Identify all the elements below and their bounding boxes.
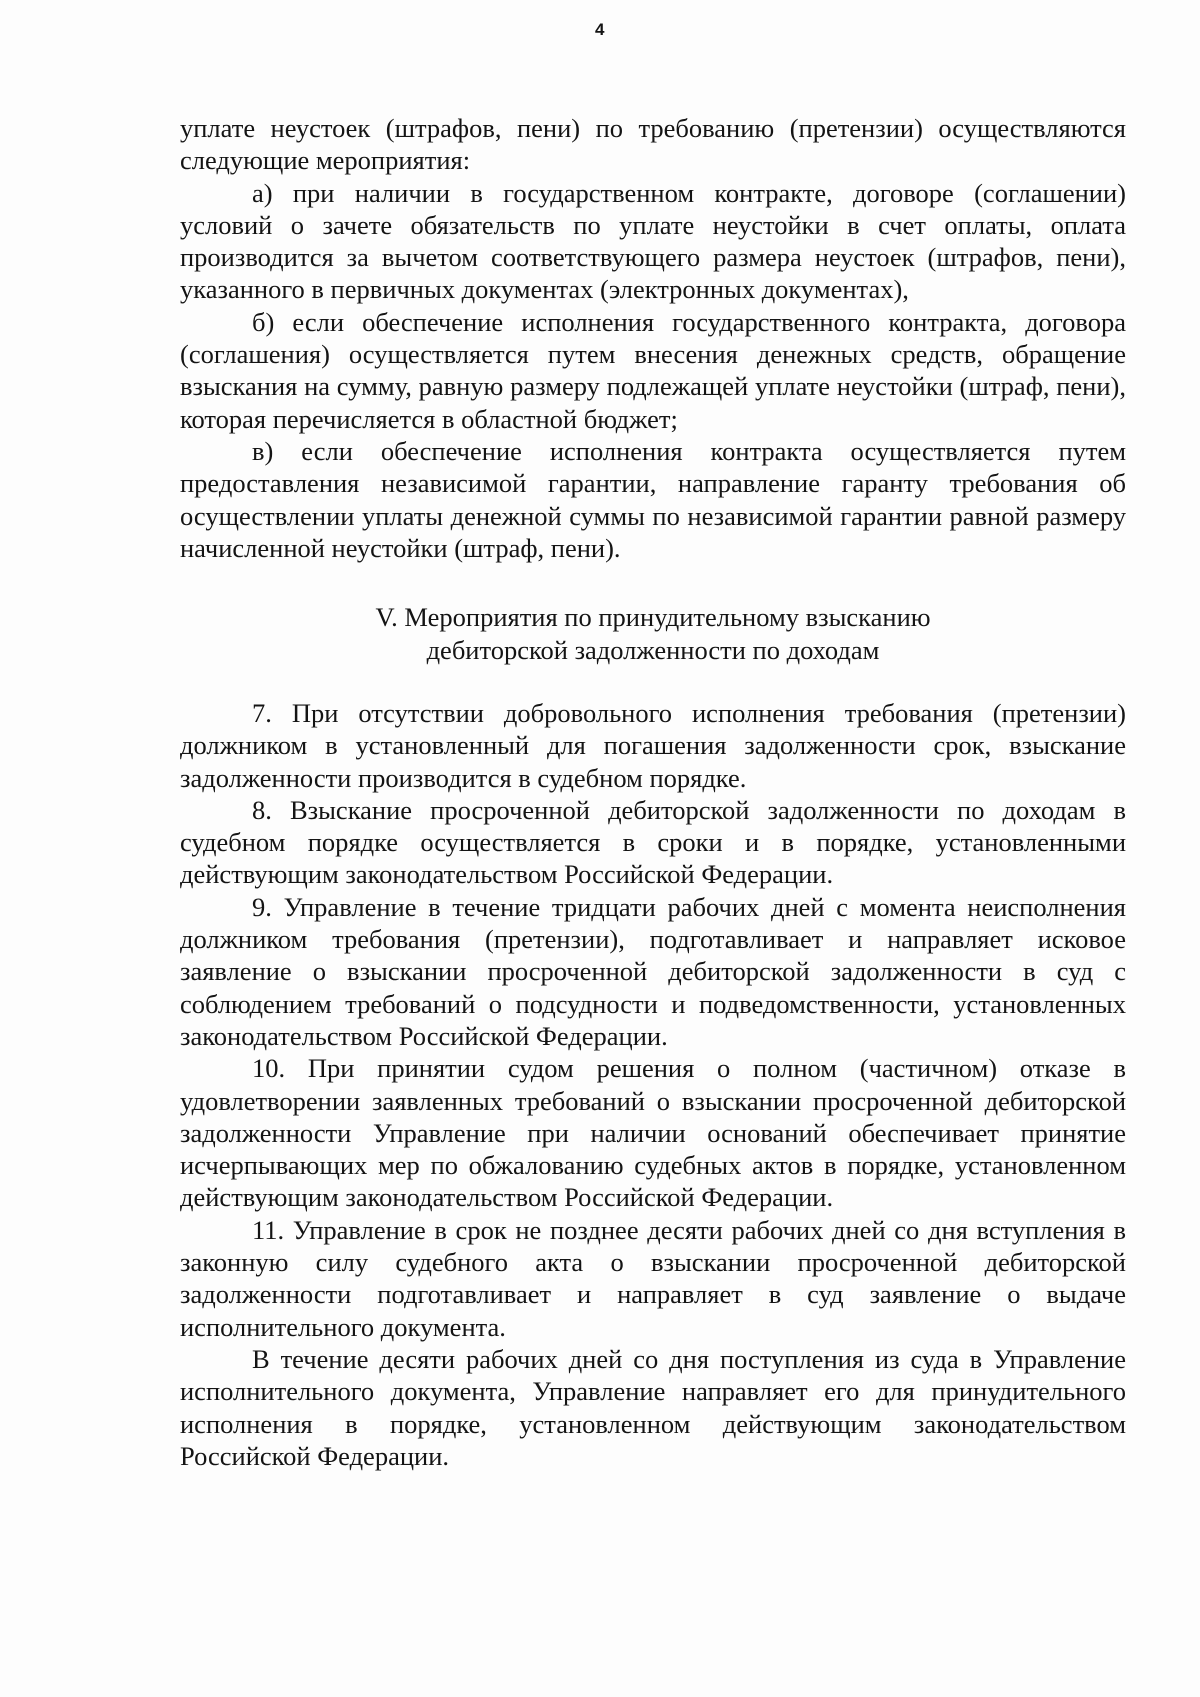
section-heading [180,601,1126,667]
paragraph-10: 10. При принятии судом решения о полном (частичном) отказе в удовлетворении заявленных требований о взыскании просроченной дебиторской задолженности Управление при наличии оснований обеспечивает принятие исчерпывающих мер по обжалованию судебных актов в порядке, установленном действующим законодательством Российской Федерации. [180,1053,1126,1213]
paragraph-11: 11. Управление в срок не позднее десяти рабочих дней со дня вступления в законную силу судебного акта о взыскании просроченной дебиторской задолженности подготавливает и направляет в суд заявление о выдаче исполнительного документа. [180,1214,1126,1342]
section-heading-line-1: V. Мероприятия по принудительному взысканию [375,602,931,632]
paragraph-9: 9. Управление в течение тридцати рабочих дней с момента неисполнения должником требования (претензии), подготавливает и направляет исковое заявление о взыскании просроченной дебиторской задолженности в суд с соблюдением требований о подсудности и подведомственности, установленных законодательством Российской Федерации. [180,891,1126,1051]
paragraph-item-b: б) если обеспечение исполнения государственного контракта, договора (соглашения) осуществляется путем внесения денежных средств, обращение взыскания на сумму, равную размеру подлежащей уплате неустойки (штраф, пени), которая перечисляется в областной бюджет; [180,306,1126,434]
section-body [180,697,1126,1472]
page-number: 4 [595,20,605,39]
paragraph-item-v: в) если обеспечение исполнения контракта осуществляется путем предоставления независимой гарантии, направление гаранту требования об осуществлении уплаты денежной суммы по независимой гарантии равной размеру начисленной неустойки (штраф, пени). [180,435,1126,563]
paragraph-8: 8. Взыскание просроченной дебиторской задолженности по доходам в судебном порядке осуществляется в сроки и в порядке, установленными действующим законодательством Российской Федерации. [180,794,1126,890]
paragraph-continuation: уплате неустоек (штрафов, пени) по требованию (претензии) осуществляются следующие мероприятия: [180,113,1126,176]
paragraph-item-a: а) при наличии в государственном контракте, договоре (соглашении) условий о зачете обязательств по уплате неустойки в счет оплаты, оплата производится за вычетом соответствующего размера неустоек (штрафов, пени), указанного в первичных документах (электронных документах), [180,177,1126,305]
body-text-continuation [180,112,1126,564]
paragraph-7: 7. При отсутствии добровольного исполнения требования (претензии) должником в установленный для погашения задолженности срок, взыскание задолженности производится в судебном порядке. [180,698,1126,793]
paragraph-11-continuation: В течение десяти рабочих дней со дня поступления из суда в Управление исполнительного документа, Управление направляет его для принудительного исполнения в порядке, установленном действующим законодательством Российской Федерации. [180,1343,1126,1471]
section-heading-line-2: дебиторской задолженности по доходам [426,635,880,665]
